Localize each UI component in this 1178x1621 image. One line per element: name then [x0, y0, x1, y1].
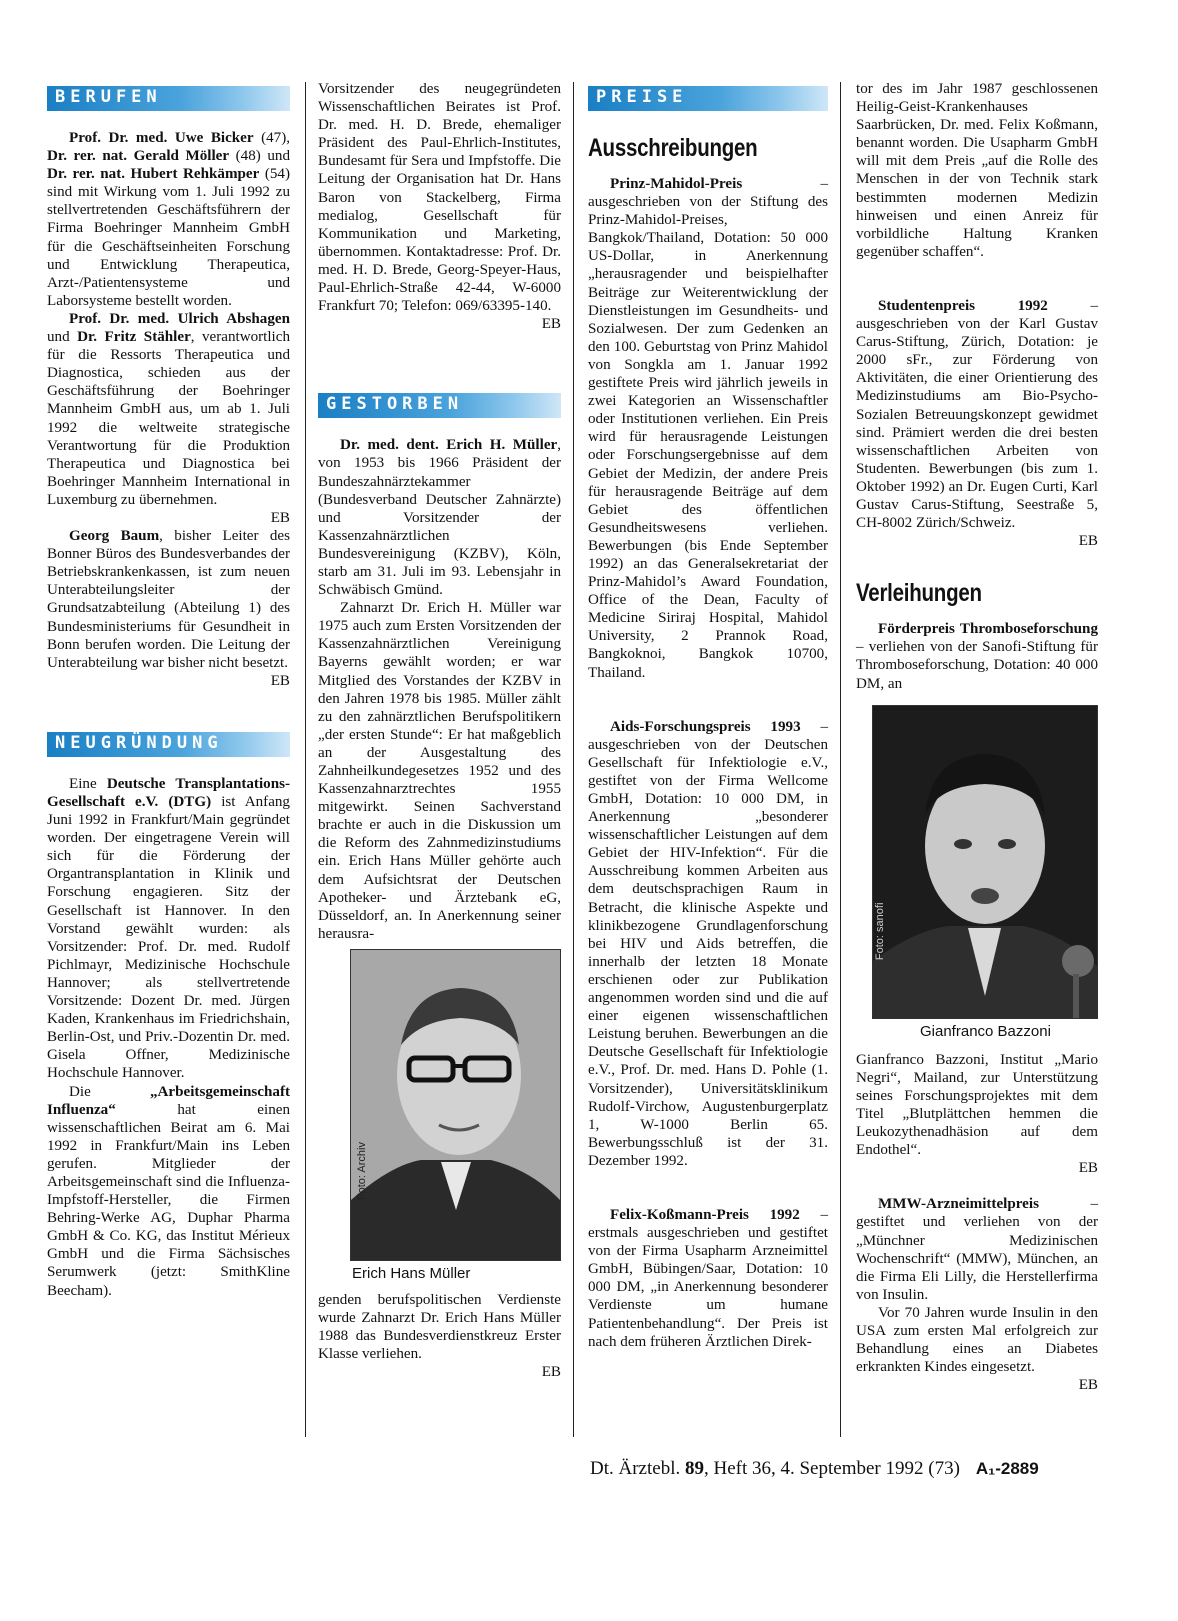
preise-paragraph-1: Prinz-Mahidol-Preis – ausgeschrieben von der Stiftung des Prinz-Mahidol-Preises, Bangkok/Thailand, Dotation: 50 000 US-Dollar, in Anerkennung „herausragender und beispielhafter Beiträge zur Weiterentwicklung der Dienstleistungen im Gesundheits- und Sozialwesen. Der zum Gedenken an den 100. Geburtstag von Prinz Mahidol von Songkla am 1. Januar 1992 gestiftete Preis wird jährlich jeweils in zwei Kategorien an Wissenschaftler oder Institutionen verliehen. Ein Preis wird für herausragende Leistungen oder Forschungsergebnisse auf dem Gebiet der Medizin, der andere Preis für herausragende Beiträge auf dem Gebiet des öffentlichen Gesundheitswesens verliehen. Bewerbungen (bis Ende September 1992) an das Generalsekretariat der Prinz-Mahidol’s Award Foundation, Office of the Dean, Faculty of Medicine Siriraj Hospital, Mahidol University, 2 Prannok Road, Bangkoknoi, Bangkok 10700, Thailand.: [588, 176, 828, 681]
preise-paragraph-2: Aids-Forschungspreis 1993 – ausgeschrieben von der Deutschen Gesellschaft für Infektiologie e.V., gestiftet von der Firma Wellcome GmbH, Dotation: 10 000 DM, in Anerkennung „besonderer wissenschaftlicher Leistungen auf dem Gebiet der HIV-Infektion“. Für die Ausschreibung kommen Arbeiten aus dem deutschsprachigen Raum in Betracht, die klinische Aspekte und klinikbezogene Grundlagenforschung bei HIV und Aids betreffen, die innerhalb der letzten 18 Monate erschienen oder zur Publikation angenommen worden sind und die auf einer eigenen wissenschaftlichen Leistung beruhen. Bewerbungen an die Deutsche Gesellschaft für Infektiologie e.V., Prof. Dr. med. Hans D. Pohle (1. Vorsitzender), Universitätsklinikum Rudolf-Virchow, Augustenburgerplatz 1, W-1000 Berlin 65. Bewerbungsschluß ist der 31. Dezember 1992.: [588, 718, 828, 1169]
bazzoni-photo-credit: Foto: sanofi: [873, 902, 886, 960]
footer-volume: 89: [684, 1458, 704, 1479]
column-rule-3: [840, 82, 841, 1437]
column-1: [47, 80, 290, 1300]
section-header-berufen: BERUFEN: [47, 86, 290, 111]
berufen-paragraph-3: Georg Baum, bisher Leiter des Bonner Büros des Bundesverbandes der Betriebskrankenkassen, ist zum neuen Unterabteilungsleiter der Grundsatzabteilung (Abteilung 1) des Bundesministeriums für Gesundheit in Bonn berufen worden. Die Leitung der Unterabteilung war bisher nicht besetzt. EB: [47, 528, 290, 689]
berufen-paragraph-1: Prof. Dr. med. Uwe Bicker (47), Dr. rer. nat. Gerald Möller (48) und Dr. rer. nat. Hubert Rehkämper (54) sind mit Wirkung vom 1. Juli 1992 zu stellvertretenden Geschäftsführern der Firma Boehringer Mannheim GmbH für die Geschäftseinheiten Forschung und Entwicklung Therapeutica, Arzt-/Patientensysteme und Laborsysteme bestellt worden.: [47, 130, 291, 309]
page-footer: [590, 1458, 1039, 1480]
bazzoni-photo-block: [872, 705, 1098, 1041]
column-rule-2: [573, 82, 574, 1437]
studentenpreis-paragraph: Studentenpreis 1992 – ausgeschrieben von der Karl Gustav Carus-Stiftung, Zürich, Dotation: je 2000 sFr., zur Förderung von Aktivitäten, die einer Orientierung des Medizinstudiums am Bio-Psycho-Sozialen Betreuungskonzept gewidmet sind. Prämiert werden die drei besten wissenschaftlichen Arbeiten von Studenten. Bewerbungen (bis zum 1. Oktober 1992) an Dr. Eugen Curti, Karl Gustav Carus-Stiftung, Seestraße 5, CH-8002 Zürich/Schweiz. EB: [856, 297, 1098, 550]
mueller-photo-caption: Erich Hans Müller: [352, 1264, 471, 1282]
section-header-gestorben: GESTORBEN: [318, 393, 561, 418]
footer-journal: Dt. Ärztebl.: [590, 1458, 685, 1479]
preise-paragraph-3: Felix-Koßmann-Preis 1992 – erstmals ausgeschrieben und gestiftet von der Firma Usapharm Arzneimittel GmbH, Bübingen/Saar, Dotation: 10 000 DM, „in Anerkennung besonderer Verdienste um humane Patientenbehandlung“. Der Preis ist nach dem früheren Ärztlichen Direk-: [588, 1206, 828, 1350]
column-3: [588, 80, 828, 1351]
bazzoni-portrait-image: [872, 705, 1098, 1019]
insulin-paragraph: Vor 70 Jahren wurde Insulin in den USA zum ersten Mal erfolgreich zur Behandlung eines an Diabetes erkrankten Kindes eingesetzt. EB: [856, 1304, 1098, 1394]
section-header-preise: PREISE: [588, 86, 828, 111]
gestorben-paragraph-2: Zahnarzt Dr. Erich H. Müller war 1975 auch zum Ersten Vorsitzenden der Kassenzahnärztlichen Vereinigung Bayerns gewählt worden; er war Mitglied des Vorstandes der KZBV in den Jahren 1978 bis 1985. Müller zählt zu den zahnärztlichen Berufspolitikern „der ersten Stunde“: Er hat maßgeblich an der Ausgestaltung des Zahnheilkundegesetzes 1952 und des Kassenzahnarztrechtes 1955 mitgewirkt. Seinen Sachverstand brachte er auch in die Diskussion um die Reform des Zahnmedizinstudiums ein. Erich Hans Müller gehörte auch dem Aufsichtsrat der Deutschen Apotheker- und Ärztebank eG, Düsseldorf, an. In Anerkennung seiner herausra-: [318, 600, 561, 942]
gestorben-paragraph-1: Dr. med. dent. Erich H. Müller, von 1953 bis 1966 Präsident der Bundeszahnärztekammer (Bundesverband Deutscher Zahnärzte) und Vorsitzender der Kassenzahnärztlichen Bundesvereinigung (KZBV), Köln, starb am 31. Juli im 93. Lebensjahr in Schwäbisch Gmünd.: [318, 437, 561, 599]
footer-issue: , Heft 36, 4. September 1992 (73): [703, 1458, 960, 1479]
mueller-photo-credit: Foto: Archiv: [355, 1141, 368, 1201]
column-rule-1: [305, 82, 306, 1437]
column-4: [856, 80, 1098, 1394]
bazzoni-photo-caption: Gianfranco Bazzoni: [920, 1022, 1051, 1040]
mueller-portrait-image: [350, 949, 561, 1261]
footer-page-number: A₁-2889: [975, 1459, 1039, 1478]
mueller-photo-block: [350, 949, 561, 1283]
neugruendung-paragraph-2: Die „Arbeitsgemeinschaft Influenza“ hat einen wissenschaftlichen Beirat am 6. Mai 1992 in Frankfurt/Main ins Leben gerufen. Mitglieder der Arbeitsgemeinschaft sind die Influenza-Impfstoff-Hersteller, die Firmen Behring-Werke AG, Duphar Pharma GmbH & Co. KG, das Institut Mérieux GmbH und die Firma Sächsisches Serumwerk (jetzt: SmithKline Beecham).: [47, 1083, 290, 1299]
heading-ausschreibungen: Ausschreibungen: [588, 134, 758, 162]
bazzoni-paragraph: Gianfranco Bazzoni, Institut „Mario Negri“, Mailand, zur Unterstützung seines Forschungsprojektes mit dem Titel „Blutplättchen hemmen die Leukozythenadhäsion auf dem Endothel“. EB: [856, 1051, 1098, 1177]
neugruendung-paragraph-1: Eine Deutsche Transplantations-Gesellschaft e.V. (DTG) ist Anfang Juni 1992 in Frankfurt/Main gegründet worden. Der eingetragene Verein will sich für die Förderung der Organtransplantation in Klinik und Forschung engagieren. Sitz der Gesellschaft ist Hannover. In den Vorstand gewählt wurden: als Vorsitzender: Prof. Dr. med. Rudolf Pichlmayr, Medizinische Hochschule Hannover; als stellvertretende Vorsitzende: Dozent Dr. med. Jürgen Kaden, Krankenhaus im Friedrichshain, Berlin-Ost, und Priv.-Dozentin Dr. med. Gisela Offner, Medizinische Hochschule Hannover.: [47, 775, 290, 1082]
heading-verleihungen: Verleihungen: [856, 579, 982, 608]
mmw-paragraph: MMW-Arzneimittelpreis – gestiftet und verliehen von der „Münchner Medizinischen Wochenschrift“ (MMW), München, an die Firma Eli Lilly, die Herstellerfirma von Insulin.: [856, 1196, 1098, 1303]
beirat-paragraph: Vorsitzender des neugegründeten Wissenschaftlichen Beirates ist Prof. Dr. med. H. D. Brede, ehemaliger Präsident des Paul-Ehrlich-Institutes, Bundesamt für Sera und Impfstoffe. Die Leitung der Organisation hat Dr. Hans Baron von Stackelberg, Firma medialog, Gesellschaft für Kommunikation und Marketing, übernommen. Kontaktadresse: Prof. Dr. med. H. D. Brede, Georg-Speyer-Haus, Paul-Ehrlich-Straße 42-44, W-6000 Frankfurt 70; Telefon: 069/63395-140. EB: [318, 81, 561, 333]
kossmann-continuation: tor des im Jahr 1987 geschlossenen Heilig-Geist-Krankenhauses Saarbrücken, Dr. med. Felix Koßmann, benannt worden. Die Usapharm GmbH will mit dem Preis „auf die Rolle des Menschen in der von Technik stark bestimmten modernen Medizin hinweisen und einen Anreiz für vorbildliche Haltung Kranken gegenüber schaffen“.: [856, 81, 1098, 260]
section-header-neugruendung: NEUGRÜNDUNG: [47, 732, 290, 757]
thrombose-paragraph: Förderpreis Thromboseforschung – verliehen von der Sanofi-Stiftung für Thromboseforschung, Dotation: 40 000 DM, an: [856, 621, 1098, 692]
column-2: [318, 80, 561, 1382]
gestorben-paragraph-3: genden berufspolitischen Verdienste wurde Zahnarzt Dr. Erich Hans Müller 1988 das Bundesverdienstkreuz Erster Klasse verliehen. EB: [318, 1292, 561, 1381]
berufen-paragraph-2: Prof. Dr. med. Ulrich Abshagen und Dr. Fritz Stähler, verantwortlich für die Ressorts Therapeutica und Diagnostica, schieden aus der Geschäftsführung der Boehringer Mannheim GmbH aus, um ab 1. Juli 1992 die weltweite strategische Verantwortung für die Produktion Therapeutica und Diagnostica bei Boehringer Mannheim International in Luxemburg zu übernehmen. EB: [47, 310, 290, 526]
